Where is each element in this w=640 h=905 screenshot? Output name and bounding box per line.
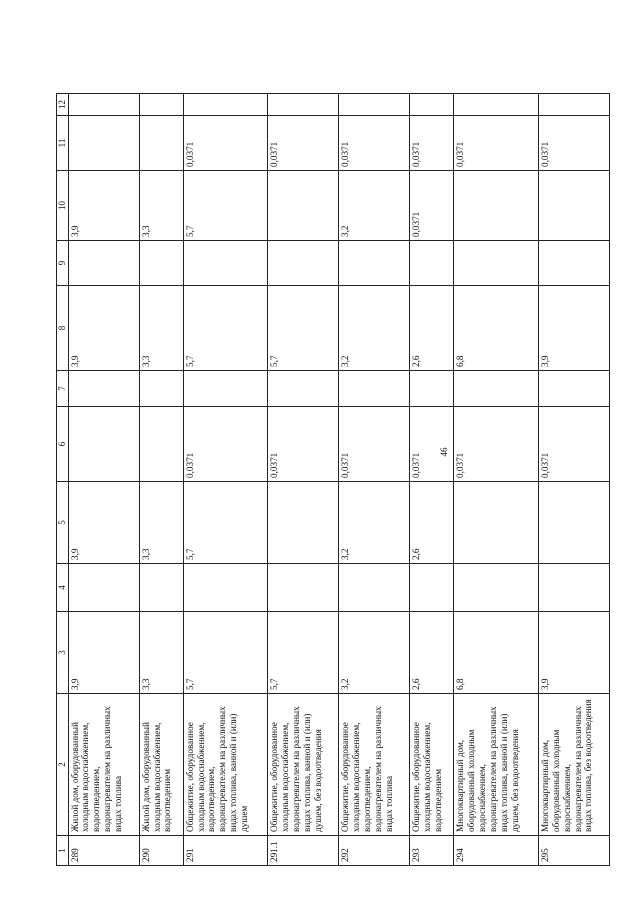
cell-value — [139, 116, 183, 171]
table-row — [68, 94, 139, 866]
cell-value — [68, 241, 139, 286]
cell-value — [268, 371, 339, 407]
cell-value: 5,7 — [183, 286, 268, 371]
cell-value: 2,6 — [410, 482, 454, 564]
cell-value: 0,0371 — [339, 116, 410, 171]
cell-value: 5,7 — [183, 612, 268, 694]
cell-value: 2,6 — [410, 612, 454, 694]
cell-value — [183, 94, 268, 116]
cell-value: 3,3 — [139, 612, 183, 694]
column-header: 5 — [57, 482, 69, 564]
cell-value: 3,2 — [339, 286, 410, 371]
row-description: Общежитие, оборудованное холодным водоснабжением, водонагревателем на различных видах топлива, ванной и (или) душем, без водоотведения — [268, 694, 339, 836]
rotated-table-container — [56, 94, 610, 866]
cell-value — [268, 241, 339, 286]
column-header: 7 — [57, 371, 69, 407]
cell-value — [538, 564, 609, 612]
cell-value: 0,0371 — [410, 407, 454, 482]
column-header: 1 — [57, 836, 69, 866]
row-description: Общежитие, оборудованное холодным водоснабжением, водоотведением, водонагревателем на различных видах топлива — [339, 694, 410, 836]
table-row — [538, 94, 609, 866]
cell-value: 3,9 — [68, 171, 139, 241]
row-description: Общежитие, оборудованное холодным водоснабжением, водоотведением — [410, 694, 454, 836]
row-description: Многоквартирный дом, оборудованный холодным водоснабжением, водонагревателем на различных видах топлива, ванной и (или) душем, без водоотведения — [454, 694, 539, 836]
cell-value — [139, 94, 183, 116]
column-header: 10 — [57, 171, 69, 241]
cell-value — [183, 241, 268, 286]
cell-value: 6,8 — [454, 286, 539, 371]
table-row — [410, 94, 454, 866]
cell-value: 3,2 — [339, 171, 410, 241]
cell-value — [538, 94, 609, 116]
cell-value — [183, 371, 268, 407]
column-header: 8 — [57, 286, 69, 371]
row-description: Общежитие, оборудованное холодным водоснабжением, водоотведением, водонагревателем на различных видах топлива, ванной и (или) душем — [183, 694, 268, 836]
page-number: 46 — [439, 447, 449, 457]
table-row — [139, 94, 183, 866]
cell-value: 0,0371 — [339, 407, 410, 482]
cell-value: 0,0371 — [410, 171, 454, 241]
cell-value — [183, 564, 268, 612]
cell-value: 0,0371 — [538, 116, 609, 171]
cell-value — [538, 482, 609, 564]
cell-value: 3,3 — [139, 286, 183, 371]
cell-value — [410, 241, 454, 286]
row-number: 291 — [183, 836, 268, 866]
cell-value — [454, 564, 539, 612]
row-number: 289 — [68, 836, 139, 866]
cell-value: 0,0371 — [183, 407, 268, 482]
row-number: 292 — [339, 836, 410, 866]
cell-value: 3,2 — [339, 482, 410, 564]
cell-value: 3,9 — [68, 286, 139, 371]
cell-value: 5,7 — [183, 171, 268, 241]
cell-value — [339, 371, 410, 407]
cell-value: 3,9 — [538, 286, 609, 371]
cell-value — [139, 371, 183, 407]
column-header: 9 — [57, 241, 69, 286]
cell-value: 3,9 — [68, 482, 139, 564]
cell-value — [339, 564, 410, 612]
cell-value — [410, 94, 454, 116]
column-header: 4 — [57, 564, 69, 612]
cell-value: 0,0371 — [454, 116, 539, 171]
row-number: 295 — [538, 836, 609, 866]
tariff-table — [56, 93, 610, 866]
cell-value — [139, 407, 183, 482]
cell-value — [410, 371, 454, 407]
table-body — [68, 94, 609, 866]
table-row — [339, 94, 410, 866]
cell-value — [139, 241, 183, 286]
cell-value — [454, 171, 539, 241]
cell-value: 5,7 — [268, 286, 339, 371]
cell-value — [68, 94, 139, 116]
cell-value: 5,7 — [183, 482, 268, 564]
table-row — [268, 94, 339, 866]
cell-value: 0,0371 — [268, 116, 339, 171]
cell-value — [410, 564, 454, 612]
table-row — [454, 94, 539, 866]
cell-value — [538, 171, 609, 241]
cell-value — [454, 94, 539, 116]
cell-value: 0,0371 — [183, 116, 268, 171]
cell-value — [68, 371, 139, 407]
cell-value: 2,6 — [410, 286, 454, 371]
column-header: 12 — [57, 94, 69, 116]
row-number: 294 — [454, 836, 539, 866]
cell-value — [268, 94, 339, 116]
cell-value — [538, 371, 609, 407]
cell-value — [68, 407, 139, 482]
cell-value — [339, 241, 410, 286]
cell-value — [268, 482, 339, 564]
cell-value — [139, 564, 183, 612]
column-header: 11 — [57, 116, 69, 171]
row-description: Жилой дом, оборудованный холодным водоснабжением, водоотведением — [139, 694, 183, 836]
cell-value — [268, 564, 339, 612]
cell-value: 6,8 — [454, 612, 539, 694]
cell-value — [454, 371, 539, 407]
row-description: Многоквартирный дом, оборудованный холодным водоснабжением, водонагревателем на различных видах топлива, без водоотведения — [538, 694, 609, 836]
row-number: 290 — [139, 836, 183, 866]
cell-value — [454, 482, 539, 564]
cell-value — [339, 94, 410, 116]
table-row — [183, 94, 268, 866]
cell-value: 0,0371 — [538, 407, 609, 482]
cell-value — [454, 241, 539, 286]
row-number: 293 — [410, 836, 454, 866]
cell-value: 0,0371 — [410, 116, 454, 171]
cell-value — [68, 564, 139, 612]
cell-value — [68, 116, 139, 171]
column-header: 2 — [57, 694, 69, 836]
cell-value — [268, 171, 339, 241]
row-description: Жилой дом, оборудованный холодным водоснабжением, водоотведением, водонагревателем на различных видах топлива — [68, 694, 139, 836]
cell-value: 3,3 — [139, 171, 183, 241]
cell-value: 3,3 — [139, 482, 183, 564]
cell-value: 3,2 — [339, 612, 410, 694]
column-header: 3 — [57, 612, 69, 694]
cell-value: 5,7 — [268, 612, 339, 694]
cell-value: 3,9 — [538, 612, 609, 694]
row-number: 291.1 — [268, 836, 339, 866]
header-row — [57, 94, 69, 866]
cell-value: 0,0371 — [454, 407, 539, 482]
column-header: 6 — [57, 407, 69, 482]
cell-value: 3,9 — [68, 612, 139, 694]
cell-value — [538, 241, 609, 286]
cell-value: 0,0371 — [268, 407, 339, 482]
